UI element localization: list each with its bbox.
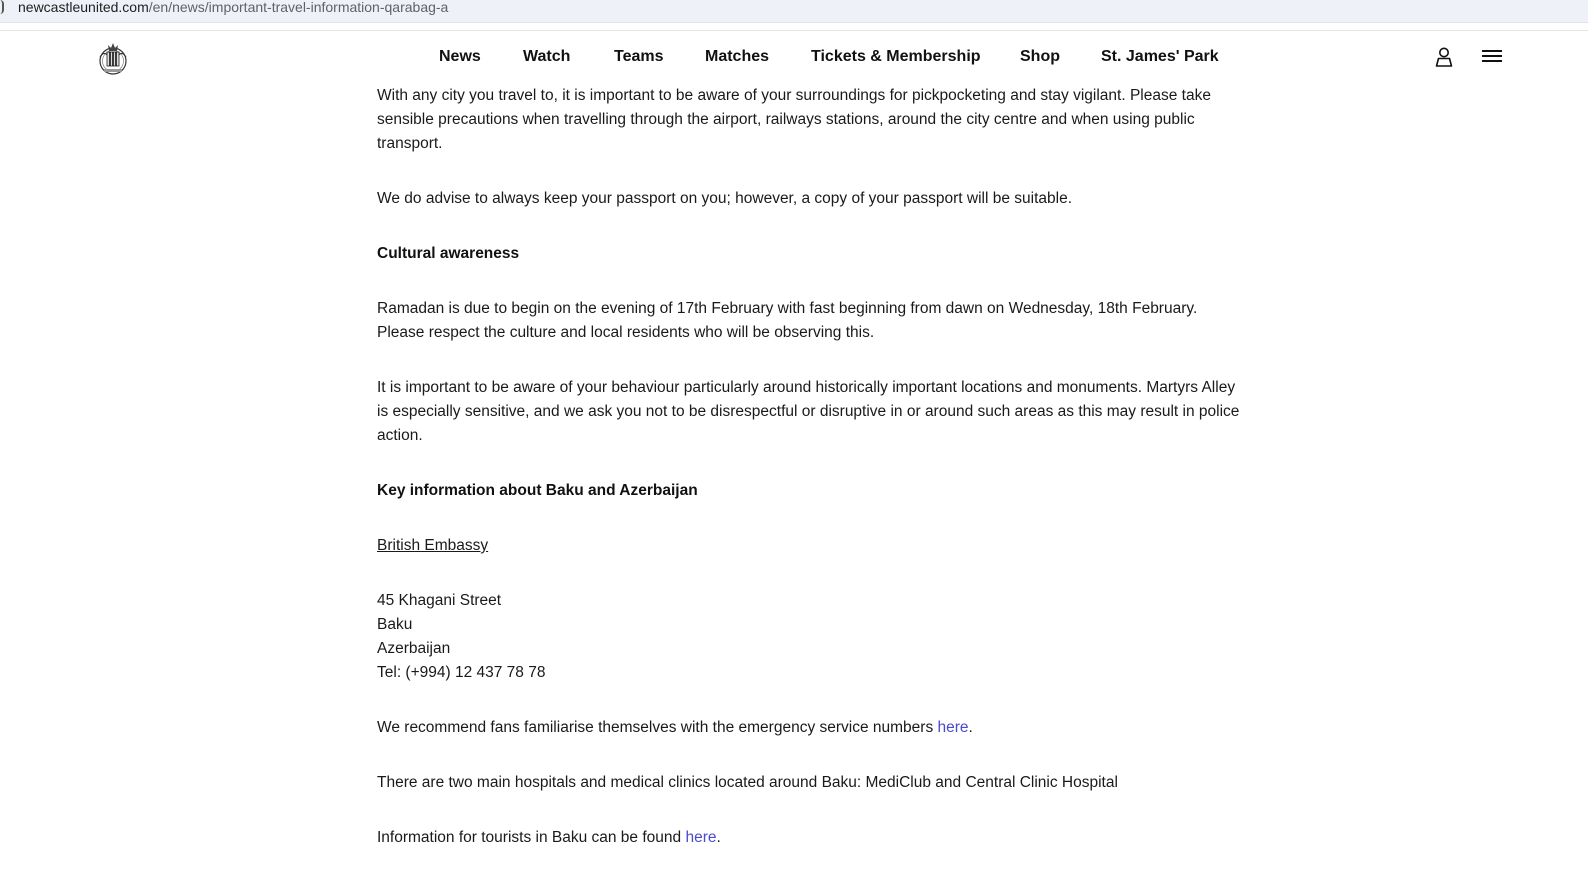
- paragraph-emergency: [377, 716, 1247, 740]
- address-country: Azerbaijan: [377, 640, 451, 657]
- url-host: newcastleunited.com: [18, 0, 149, 15]
- browser-address-bar[interactable]: [0, 0, 1588, 23]
- paragraph-tourists: [377, 826, 1247, 850]
- url-text[interactable]: [18, 0, 448, 15]
- paragraph-behaviour: It is important to be aware of your behaviour particularly around historically important locations and monuments. Martyrs Alley is especially sensitive, and we ask you not to be disrespectful or disruptive in or around such areas as this may result in police action.: [377, 379, 1240, 444]
- address-telephone: Tel: (+994) 12 437 78 78: [377, 664, 546, 681]
- heading-cultural-awareness: Cultural awareness: [377, 245, 520, 262]
- address-street: 45 Khagani Street: [377, 592, 502, 609]
- nav-shop[interactable]: Shop: [1020, 48, 1060, 65]
- address-city: Baku: [377, 616, 413, 633]
- heading-key-information: Key information about Baku and Azerbaijan: [377, 482, 698, 499]
- nav-st-james-park[interactable]: St. James' Park: [1101, 48, 1219, 65]
- nav-watch[interactable]: Watch: [523, 48, 571, 65]
- emergency-end: .: [968, 719, 973, 736]
- paragraph-passport: We do advise to always keep your passport on you; however, a copy of your passport will be suitable.: [377, 190, 1073, 207]
- article-body: [377, 84, 1247, 881]
- nav-teams[interactable]: Teams: [614, 48, 664, 65]
- paragraph-pickpocketing: With any city you travel to, it is important to be aware of your surroundings for pickpocketing and stay vigilant. Please take sensible precautions when travelling through the airport, railways stations, around the city centre and when using public transport.: [377, 87, 1211, 152]
- nav-news[interactable]: News: [439, 48, 481, 65]
- paragraph-hospitals: There are two main hospitals and medical clinics located around Baku: MediClub and Central Clinic Hospital: [377, 774, 1118, 791]
- tab-edge-icon: [0, 0, 4, 14]
- tourists-text: Information for tourists in Baku can be found: [377, 829, 686, 846]
- embassy-title: British Embassy: [377, 537, 489, 554]
- main-nav: [0, 31, 1588, 85]
- url-path: /en/news/important-travel-information-qarabag-a: [148, 0, 449, 15]
- nav-tickets-membership[interactable]: Tickets & Membership: [811, 48, 981, 65]
- tourists-end: .: [716, 829, 721, 846]
- embassy-address: [377, 589, 1247, 685]
- site-header: [0, 30, 1588, 84]
- menu-icon[interactable]: [1480, 45, 1504, 69]
- account-icon[interactable]: [1432, 45, 1456, 69]
- tourist-information-link[interactable]: here: [685, 829, 717, 846]
- nav-matches[interactable]: Matches: [705, 48, 770, 65]
- paragraph-ramadan: Ramadan is due to begin on the evening of 17th February with fast beginning from dawn on Wednesday, 18th February. Please respect the culture and local residents who will be observing this.: [377, 300, 1198, 341]
- emergency-text: We recommend fans familiarise themselves with the emergency service numbers: [377, 719, 938, 736]
- emergency-numbers-link[interactable]: here: [937, 719, 969, 736]
